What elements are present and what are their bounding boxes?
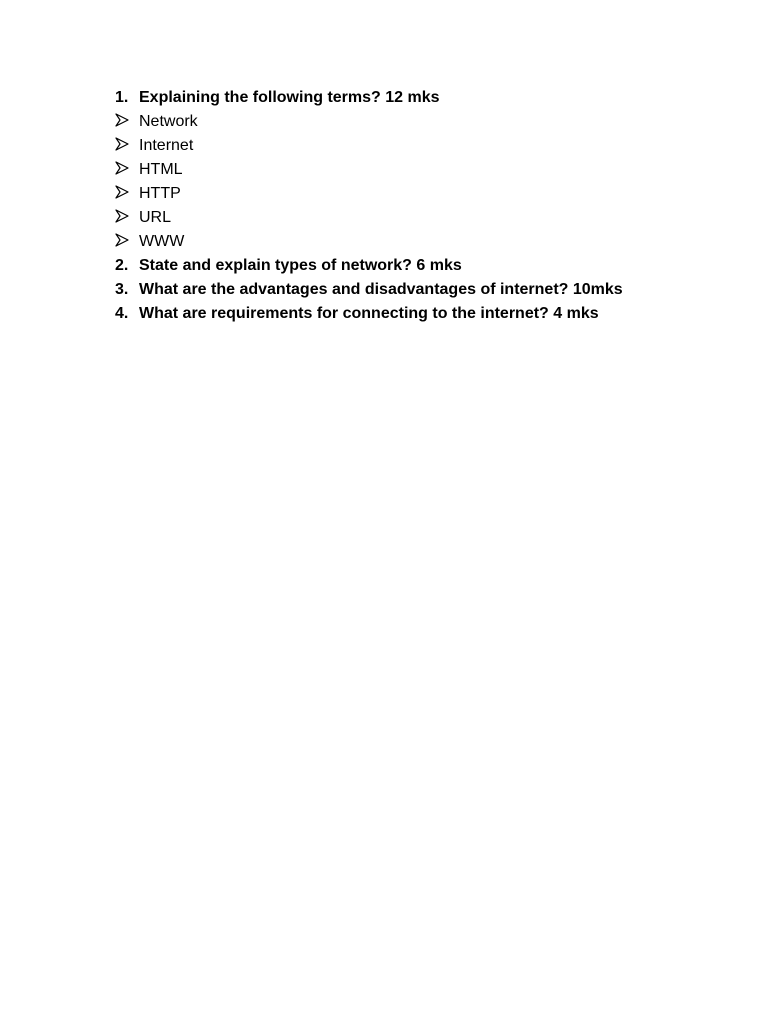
question-text: What are the advantages and disadvantages of internet? 10mks (139, 281, 623, 298)
question-text: State and explain types of network? 6 mks (139, 257, 462, 274)
question-item-4 (115, 302, 735, 326)
arrow-bullet-icon (115, 185, 129, 199)
question-text: What are requirements for connecting to the internet? 4 mks (139, 305, 599, 322)
term-text: Network (139, 113, 198, 130)
term-item-http (115, 182, 735, 206)
list-number: 2. (115, 257, 129, 274)
list-number: 1. (115, 89, 129, 106)
arrow-bullet-icon (115, 209, 129, 223)
question-text: Explaining the following terms? 12 mks (139, 89, 440, 106)
question-item-1 (115, 86, 735, 110)
term-text: Internet (139, 137, 194, 154)
arrow-bullet-icon (115, 233, 129, 247)
question-item-2 (115, 254, 735, 278)
question-item-3 (115, 278, 735, 302)
term-text: URL (139, 209, 172, 226)
list-number: 4. (115, 305, 129, 322)
list-number: 3. (115, 281, 129, 298)
term-text: HTTP (139, 185, 181, 202)
term-text: HTML (139, 161, 183, 178)
term-item-html (115, 158, 735, 182)
arrow-bullet-icon (115, 113, 129, 127)
term-item-url (115, 206, 735, 230)
term-item-www (115, 230, 735, 254)
term-item-network (115, 110, 735, 134)
question-list (115, 86, 735, 326)
term-text: WWW (139, 233, 185, 250)
arrow-bullet-icon (115, 137, 129, 151)
arrow-bullet-icon (115, 161, 129, 175)
term-item-internet (115, 134, 735, 158)
